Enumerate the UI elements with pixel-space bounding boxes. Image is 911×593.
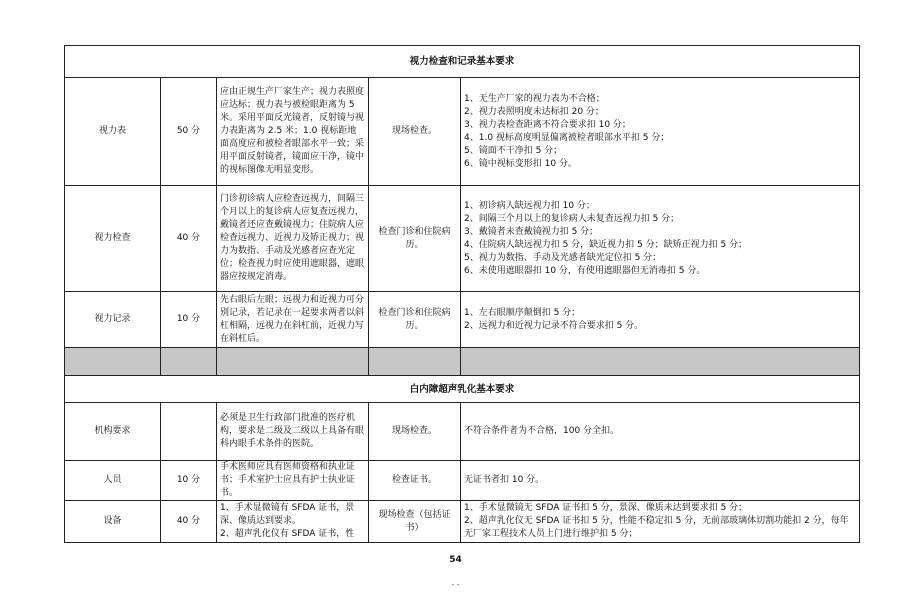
score-cell: 40 分 xyxy=(161,501,217,543)
deduction-line: 4、1.0 视标高度明显偏离被检者眼部水平扣 5 分； xyxy=(464,132,670,143)
standard-cell xyxy=(217,501,369,543)
section-title-cataract: 白内障超声乳化基本要求 xyxy=(65,376,860,403)
blank-cell xyxy=(217,348,369,376)
deduction-line: 无证书者扣 10 分。 xyxy=(464,475,545,485)
deduction-cell xyxy=(461,186,860,292)
deduction-line: 5、视力为数指、手动及光感者缺光定位扣 5 分； xyxy=(464,252,662,263)
blank-cell xyxy=(461,348,860,376)
method-cell: 现场检查。 xyxy=(369,403,461,461)
deduction-line: 不符合条件者为不合格，100 分全扣。 xyxy=(464,426,620,436)
method-cell: 现场检查（包括证书） xyxy=(369,501,461,543)
deduction-line: 2、视力表照明度未达标扣 20 分； xyxy=(464,106,604,117)
score-cell: 50 分 xyxy=(161,78,217,186)
item-cell: 视力表 xyxy=(65,78,161,186)
deduction-line: 6、镜中视标变形扣 10 分。 xyxy=(464,158,577,169)
section-header-row xyxy=(65,46,860,78)
deduction-cell xyxy=(461,461,860,501)
standard-cell: 应由正规生产厂家生产；视力表照度应达标；视力表与被检眼距离为 5 米。采用平面反光镜者，反射镜与视力表距离为 2.5 米；1.0 视标距地面高度应和被检者眼部水平一致；采用平面反射镜者，镜面应干净，镜中的视标图像无明显变形。 xyxy=(217,78,369,186)
section-title-vision: 视力检查和记录基本要求 xyxy=(65,46,860,78)
deduction-line: 1、手术显微镜无 SFDA 证书扣 5 分，景深、像质未达到要求扣 5 分； xyxy=(464,503,748,513)
deduction-cell xyxy=(461,403,860,461)
deduction-line: 5、镜面不干净扣 5 分； xyxy=(464,145,563,156)
standard-cell: 手术医师应具有医师资格和执业证书；手术室护士应具有护士执业证书。 xyxy=(217,461,369,501)
deduction-line: 6、未使用遮眼器扣 10 分，有使用遮眼器但无消毒扣 5 分。 xyxy=(464,265,706,276)
standard-cell: 先右眼后左眼；远视力和近视力可分别记录，若记录在一起要求两者以斜杠相隔，远视力在斜杠前，近视力写在斜杠后。 xyxy=(217,292,369,348)
method-cell: 检查门诊和住院病历。 xyxy=(369,292,461,348)
requirements-table xyxy=(64,45,860,543)
deduction-line: 2、间隔三个月以上的复诊病人未复查远视力扣 5 分； xyxy=(464,213,680,224)
standard-cell: 门诊初诊病人应检查远视力，间隔三个月以上的复诊病人应复查远视力，戴镜者还应查戴镜视力；住院病人应检查远视力、近视力及矫正视力；视力为数指、手动及光感者应查光定位；检查视力时应使用遮眼器，遮眼器应按规定消毒。 xyxy=(217,186,369,292)
table-row xyxy=(65,403,860,461)
standard-line: 2、超声乳化仪有 SFDA 证书，性 xyxy=(220,529,355,539)
score-cell: 40 分 xyxy=(161,186,217,292)
method-cell: 检查门诊和住院病历。 xyxy=(369,186,461,292)
score-cell: 10 分 xyxy=(161,461,217,501)
table-row xyxy=(65,501,860,543)
deduction-line: 3、视力表检查距离不符合要求扣 10 分； xyxy=(464,119,631,130)
blank-cell xyxy=(369,348,461,376)
method-cell: 检查证书。 xyxy=(369,461,461,501)
page-number: 54 xyxy=(449,555,462,565)
gray-separator-row xyxy=(65,348,860,376)
standard-line: 1、手术显微镜有 SFDA 证书，景深、像质达到要求。 xyxy=(220,503,355,526)
deduction-cell xyxy=(461,78,860,186)
deduction-line: 3、戴镜者未查戴镜视力扣 5 分； xyxy=(464,226,599,237)
deduction-cell xyxy=(461,292,860,348)
item-cell: 设备 xyxy=(65,501,161,543)
item-cell: 视力记录 xyxy=(65,292,161,348)
section-header-row xyxy=(65,376,860,403)
table-row xyxy=(65,78,860,186)
table-row xyxy=(65,461,860,501)
deduction-line: 2、超声乳化仪无 SFDA 证书扣 5 分，性能不稳定扣 5 分，无前部玻璃体切割功能扣 2 分，每年无厂家工程技术人员上门进行维护扣 5 分； xyxy=(464,516,849,539)
table-row xyxy=(65,292,860,348)
item-cell: 机构要求 xyxy=(65,403,161,461)
item-cell: 人员 xyxy=(65,461,161,501)
deduction-line: 1、无生产厂家的视力表为不合格； xyxy=(464,93,605,104)
item-cell: 视力检查 xyxy=(65,186,161,292)
deduction-line: 4、住院病人缺远视力扣 5 分，缺近视力扣 5 分；缺矫正视力扣 5 分； xyxy=(464,239,748,250)
blank-cell xyxy=(65,348,161,376)
score-cell: 10 分 xyxy=(161,292,217,348)
score-cell xyxy=(161,403,217,461)
deduction-line: 1、左右眼顺序颠倒扣 5 分； xyxy=(464,307,581,318)
table-row xyxy=(65,186,860,292)
blank-cell xyxy=(161,348,217,376)
deduction-cell xyxy=(461,501,860,543)
page-footer-mark: - - xyxy=(451,580,460,589)
method-cell: 现场检查。 xyxy=(369,78,461,186)
standard-cell: 必须是卫生行政部门批准的医疗机构，要求是二级及二级以上具备有眼科内眼手术条件的医院。 xyxy=(217,403,369,461)
deduction-line: 1、初诊病人缺远视力扣 10 分； xyxy=(464,200,595,211)
deduction-line: 2、远视力和近视力记录不符合要求扣 5 分。 xyxy=(464,320,644,331)
